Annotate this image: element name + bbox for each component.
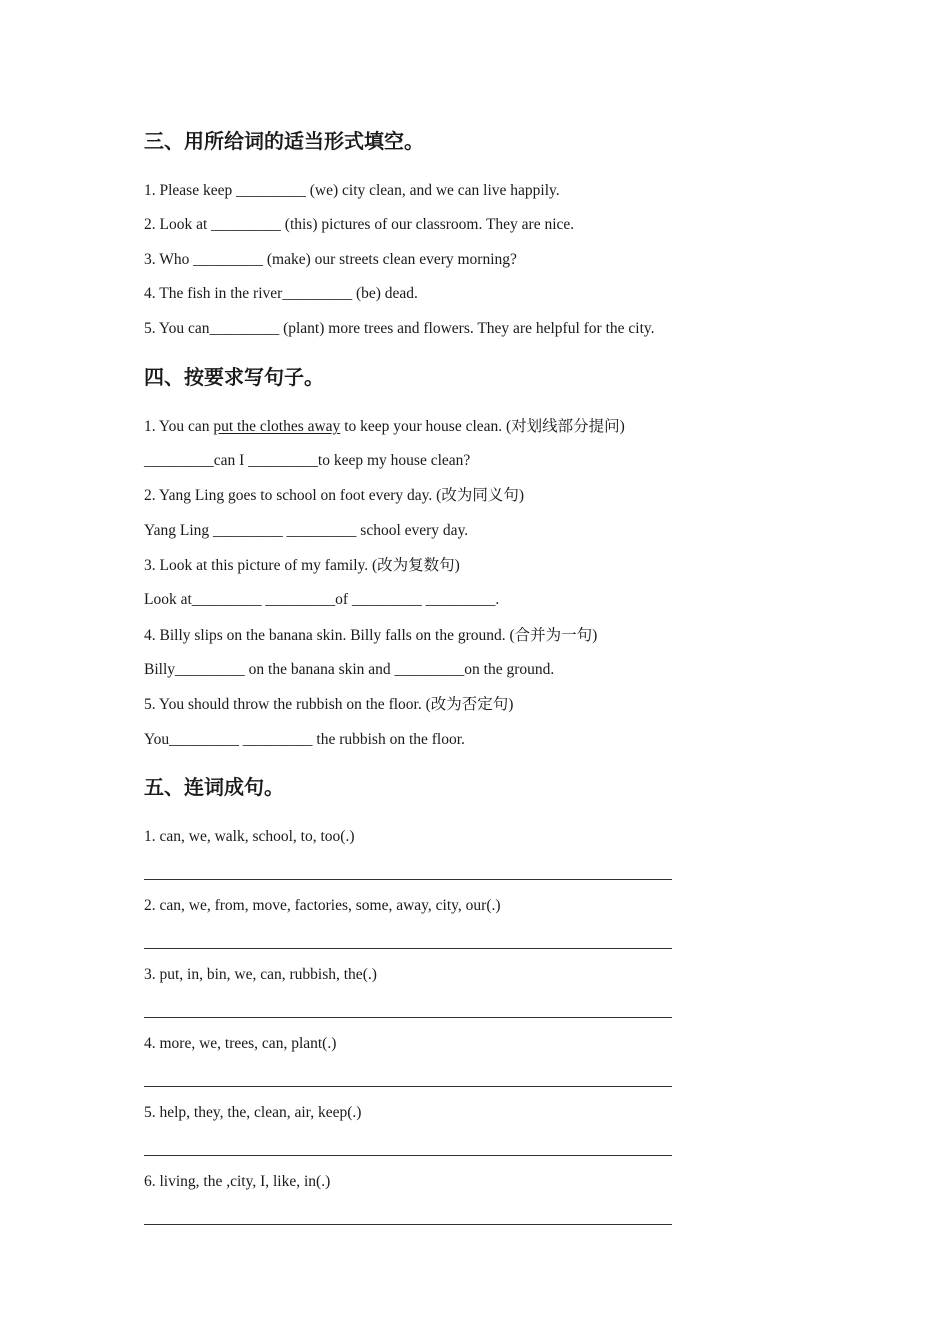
- section-four-question-2: 2. Yang Ling goes to school on foot every day. (改为同义句): [144, 487, 524, 504]
- section-three-item-2: 2. Look at _________ (this) pictures of our classroom. They are nice.: [144, 216, 575, 233]
- answer-line-2: [144, 948, 672, 949]
- answer-line-1: [144, 879, 672, 880]
- section-four-question-4: 4. Billy slips on the banana skin. Billy falls on the ground. (合并为一句): [144, 627, 598, 644]
- answer-line-4: [144, 1086, 672, 1087]
- section-three-item-3: 3. Who _________ (make) our streets clean every morning?: [144, 251, 517, 268]
- section-three-item-4: 4. The fish in the river_________ (be) dead.: [144, 285, 418, 302]
- question-1-suffix: to keep your house clean. (对划线部分提问): [340, 418, 625, 435]
- section-four-question-3: 3. Look at this picture of my family. (改为复数句): [144, 557, 460, 574]
- section-five-item-1: 1. can, we, walk, school, to, too(.): [144, 828, 355, 845]
- section-five-item-2: 2. can, we, from, move, factories, some, away, city, our(.): [144, 897, 501, 914]
- answer-line-5: [144, 1155, 672, 1156]
- section-three-heading: 三、用所给词的适当形式填空。: [144, 129, 424, 153]
- section-five-item-3: 3. put, in, bin, we, can, rubbish, the(.): [144, 966, 377, 983]
- section-five-item-6: 6. living, the ,city, I, like, in(.): [144, 1173, 331, 1190]
- section-four-question-5: 5. You should throw the rubbish on the floor. (改为否定句): [144, 696, 514, 713]
- section-five-heading: 五、连词成句。: [144, 775, 284, 799]
- section-five-item-4: 4. more, we, trees, can, plant(.): [144, 1035, 337, 1052]
- section-four-answer-2: Yang Ling _________ _________ school every day.: [144, 522, 469, 539]
- answer-line-6: [144, 1224, 672, 1225]
- section-three-item-5: 5. You can_________ (plant) more trees and flowers. They are helpful for the city.: [144, 320, 655, 337]
- section-five-item-5: 5. help, they, the, clean, air, keep(.): [144, 1104, 362, 1121]
- question-1-underlined-phrase: put the clothes away: [213, 418, 341, 435]
- answer-line-3: [144, 1017, 672, 1018]
- section-four-question-1: [144, 417, 625, 437]
- section-four-heading: 四、按要求写句子。: [144, 365, 324, 389]
- section-four-answer-4: Billy_________ on the banana skin and _________on the ground.: [144, 661, 555, 678]
- section-three-item-1: 1. Please keep _________ (we) city clean, and we can live happily.: [144, 182, 560, 199]
- section-four-answer-1: _________can I _________to keep my house clean?: [144, 452, 471, 469]
- question-1-prefix: 1. You can: [144, 418, 214, 435]
- section-four-answer-3: Look at_________ _________of _________ _________.: [144, 591, 500, 608]
- section-four-answer-5: You_________ _________ the rubbish on the floor.: [144, 731, 465, 748]
